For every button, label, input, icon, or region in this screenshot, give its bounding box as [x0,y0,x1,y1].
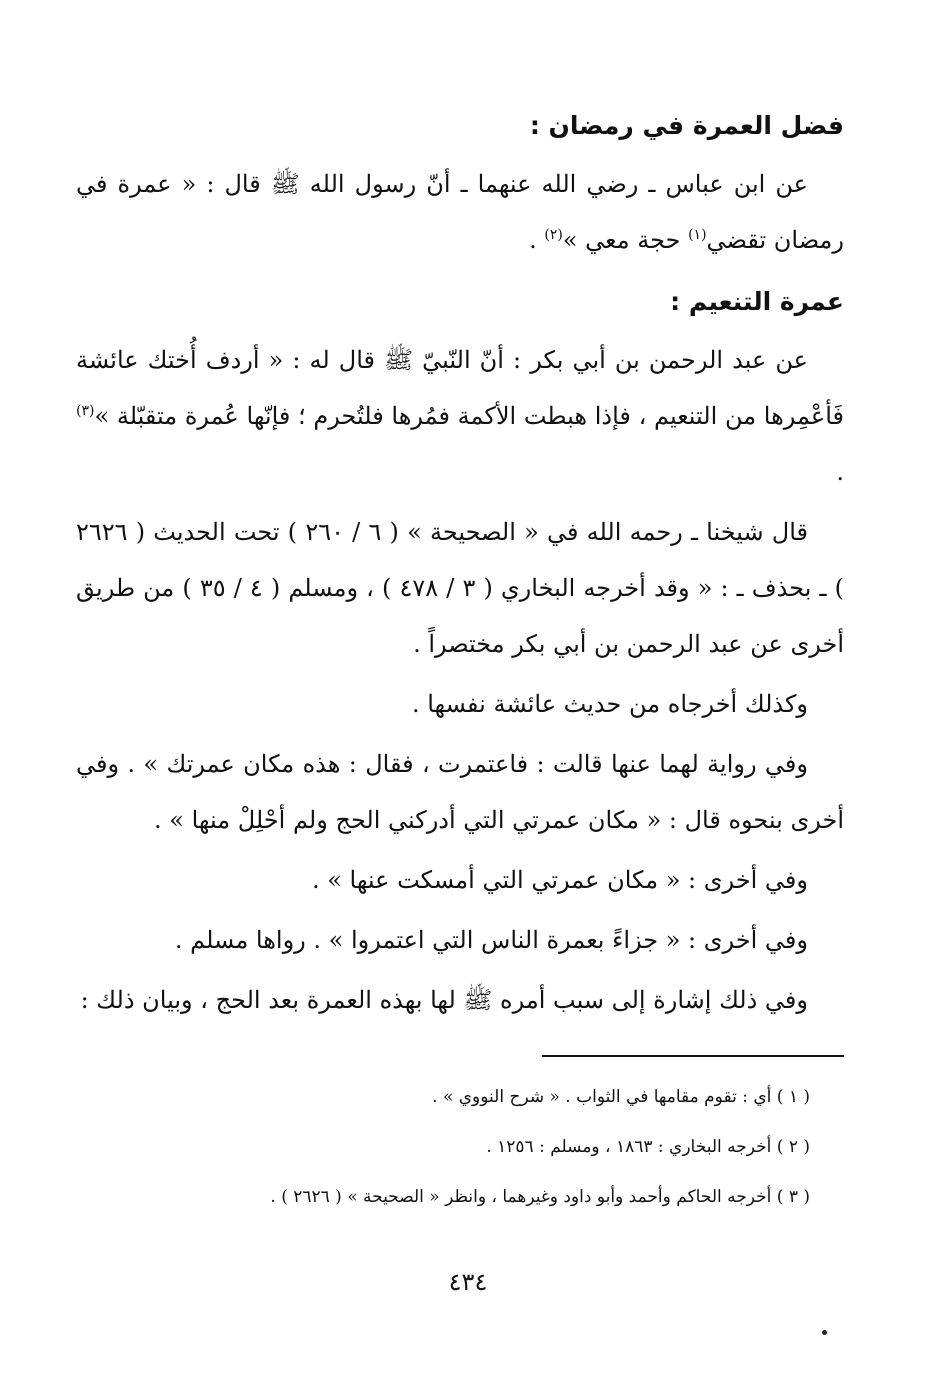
footnote-ref-3[interactable]: (٣) [76,403,95,419]
page-number: ٤٣٤ [448,1268,488,1296]
footnote-2: ( ٢ ) أخرجه البخاري : ١٨٦٣ ، ومسلم : ١٢٥٦ . [486,1137,810,1157]
paragraph-aisha-narration: وكذلك أخرجاه من حديث عائشة نفسها . [411,690,808,718]
footnotes-section [120,1072,810,1222]
paragraph-text: . [529,226,545,254]
paragraph-text: حجة معي » [562,226,689,254]
paragraph-text: عن عبد الرحمن بن أبي بكر : أنّ النّبيّ ﷺ قال له : « أردف أُختك عائشة فَأعْمِرها من التنعيم ، فإذا هبطت الأكمة فمُرها فلتُحرم ؛ فإنّها عُمرة متقبّلة » [76,346,844,430]
paragraph-other-narration-2: وفي أخرى : « جزاءً بعمرة الناس التي اعتمروا » . رواها مسلم . [174,926,808,954]
footnote-ref-2[interactable]: (٢) [544,227,563,243]
footnote-ref-1[interactable]: (١) [688,227,707,243]
footnote-3: ( ٣ ) أخرجه الحاكم وأحمد وأبو داود وغيرهما ، وانظر « الصحيحة » ( ٢٦٢٦ ) . [270,1187,810,1207]
footnote-divider [542,1055,844,1057]
paragraph-ibn-abbas-hadith [76,156,844,268]
paragraph-other-narration-1: وفي أخرى : « مكان عمرتي التي أمسكت عنها » . [311,866,808,894]
section-heading-tanim: عمرة التنعيم : [670,287,844,316]
footnote-1: ( ١ ) أي : تقوم مقامها في الثواب . « شرح النووي » . [432,1087,810,1107]
section-heading-umrah-ramadan: فضل العمرة في رمضان : [529,111,844,140]
paragraph-shaykh-commentary: قال شيخنا ـ رحمه الله في « الصحيحة » ( ٦ / ٢٦٠ ) تحت الحديث ( ٢٦٢٦ ) ـ بحذف ـ : « وقد أخرجه البخاري ( ٣ / ٤٧٨ ) ، ومسلم ( ٤ / ٣٥ ) من طريق أخرى عن عبد الرحمن بن أبي بكر مختصراً . [76,518,845,658]
page-body [76,96,844,1032]
print-mark [822,1330,827,1335]
paragraph-muslim-narration: وفي رواية لهما عنها قالت : فاعتمرت ، فقال : هذه مكان عمرتك » . وفي أخرى بنحوه قال : « مكان عمرتي التي أدركني الحج ولم أحْلِلْ منها » . [76,750,844,834]
paragraph-explanation: وفي ذلك إشارة إلى سبب أمره ﷺ لها بهذه العمرة بعد الحج ، وبيان ذلك : [80,986,808,1014]
paragraph-text: . [836,458,844,486]
paragraph-abdulrahman-hadith [76,332,844,500]
paragraph-text: عن ابن عباس ـ رضي الله عنهما ـ أنّ رسول الله ﷺ قال : « عمرة في رمضان تقضي [76,170,844,254]
